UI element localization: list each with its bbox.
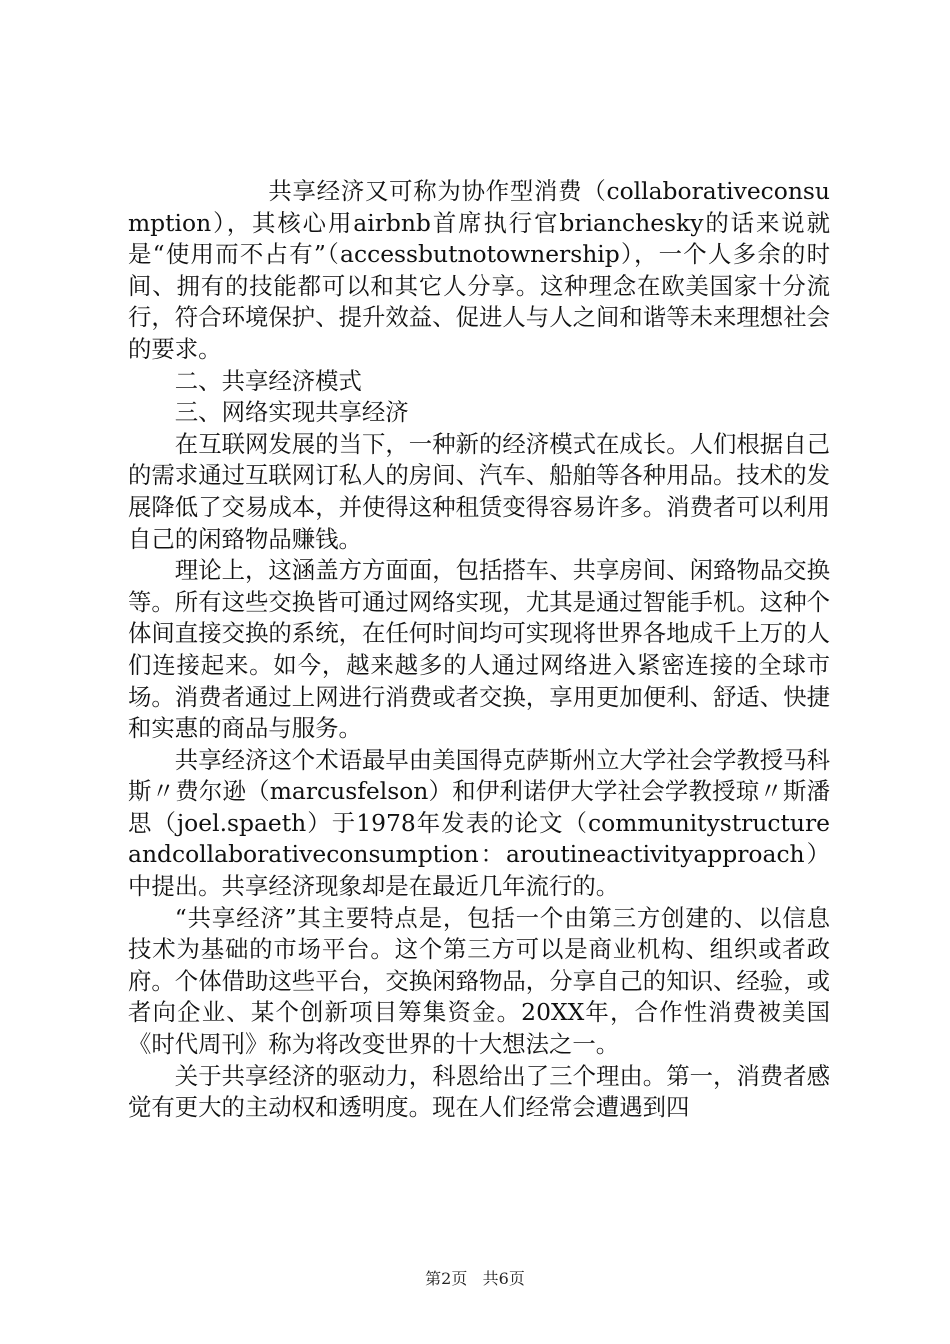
paragraph-term-origin: 共享经济这个术语最早由美国得克萨斯州立大学社会学教授马科斯〃费尔逊（marcusfelson）和伊利诺伊大学社会学教授琼〃斯潘思（joel.spaeth）于1978年发表的论文（communitystructureandcollaborativeconsumption：aroutineactivityapproach）中提出。共享经济现象却是在最近几年流行的。	[128, 745, 830, 901]
paragraph-internet: 在互联网发展的当下，一种新的经济模式在成长。人们根据自己的需求通过互联网订私人的房间、汽车、船舶等各种用品。技术的发展降低了交易成本，并使得这种租赁变得容易许多。消费者可以利用自己的闲臵物品赚钱。	[128, 429, 830, 553]
paragraph-definition: 共享经济又可称为协作型消费（collaborativeconsumption），其核心用airbnb首席执行官brianchesky的话来说就是“使用而不占有”（accessbutnotownership），一个人多余的时间、拥有的技能都可以和其它人分享。这种理念在欧美国家十分流行，符合环境保护、提升效益、促进人与人之间和谐等未来理想社会的要求。	[128, 177, 830, 363]
page-number: 第2页	[425, 1269, 468, 1288]
page-separator	[472, 1269, 477, 1288]
page-total: 共6页	[482, 1269, 525, 1288]
paragraph-theory: 理论上，这涵盖方方面面，包括搭车、共享房间、闲臵物品交换等。所有这些交换皆可通过网络实现，尤其是通过智能手机。这种个体间直接交换的系统，在任何时间均可实现将世界各地成千上万的人们连接起来。如今，越来越多的人通过网络进入紧密连接的全球市场。消费者通过上网进行消费或者交换，享用更加便利、舒适、快捷和实惠的商品与服务。	[128, 556, 830, 743]
section-heading-model: 二、共享经济模式	[174, 366, 362, 395]
paragraph-drivers: 关于共享经济的驱动力，科恩给出了三个理由。第一，消费者感觉有更大的主动权和透明度。现在人们经常会遭遇到四	[128, 1061, 830, 1122]
page-footer	[0, 1269, 950, 1289]
document-body	[128, 176, 830, 1124]
section-heading-network: 三、网络实现共享经济	[174, 398, 409, 427]
paragraph-features: “共享经济”其主要特点是，包括一个由第三方创建的、以信息技术为基础的市场平台。这个第三方可以是商业机构、组织或者政府。个体借助这些平台，交换闲臵物品，分享自己的知识、经验，或者向企业、某个创新项目筹集资金。20XX年，合作性消费被美国《时代周刊》称为将改变世界的十大想法之一。	[128, 903, 830, 1059]
